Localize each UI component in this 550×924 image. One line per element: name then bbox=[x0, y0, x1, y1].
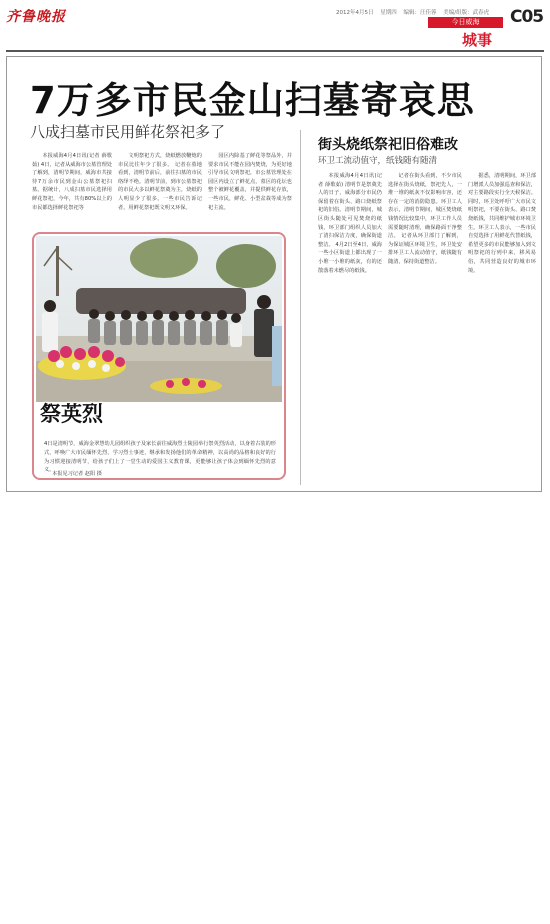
issue-editor: 编辑：汪佳蓉 bbox=[403, 10, 437, 16]
masthead-rule bbox=[6, 50, 544, 52]
story2-subheadline: 环卫工流动值守，纸钱随有随清 bbox=[318, 156, 438, 166]
story1-column-2 bbox=[118, 152, 202, 228]
section-tag: 今日威海 bbox=[428, 17, 503, 28]
column-divider bbox=[300, 130, 301, 485]
issue-meta bbox=[336, 8, 494, 16]
ceremony-photo bbox=[36, 236, 282, 402]
subheadline: 八成扫墓市民用鲜花祭祀多了 bbox=[30, 123, 226, 141]
photo-credit: 本报见习记者 赵阳 摄 bbox=[52, 471, 102, 477]
story2-column-1 bbox=[318, 172, 382, 404]
story1-text-2: 文明祭祀方式，烧纸燃放鞭炮的市民比往年少了很多。 记者在墓地看到，清明节前后，前往扫墓的市民络绎不绝。清明节前，到市公墓祭祀的市民大多以鲜花祭奠为主，烧纸的人明显少了很多。一些市民告诉记者，用鲜花祭祀既文明又环保。 bbox=[118, 153, 202, 211]
story1-text-3: 园区内除基了鲜花等祭品外，并要求市民不能在园内焚烧，为更好地引导市民文明祭祀，市公墓管理处在园区内设立了鲜花点，墓区的花坛也整个被鲜花覆盖，并提供鲜花存放，一些市民，鲜花、小型盆栽等成为祭祀主流。 bbox=[208, 153, 292, 211]
ceremony-photo-illustration bbox=[36, 236, 282, 402]
story2-text-1: 本报威海4月4日讯(记者 薛歌茹) 清明节是祭奠先人的日子，威海部分市民仍保留着在街头、路口烧纸祭祀的旧俗。清明节期间，城区街头随处可见焚烧的纸钱，环卫部门组织人员加大了清扫保洁力度，确保街道整洁。 4月2日至4日，威海一些小区街道上都出现了一小堆一小堆的纸灰，有的还散落着未燃尽的纸钱。 bbox=[318, 173, 382, 274]
issue-weekday: 星期四 bbox=[380, 10, 397, 16]
issue-date: 2012年4月5日 bbox=[336, 10, 374, 16]
newspaper-logo: 齐鲁晚报 bbox=[6, 9, 66, 25]
masthead bbox=[0, 0, 550, 50]
story2-column-3 bbox=[468, 172, 536, 404]
headline: 7万多市民金山扫墓寄哀思 bbox=[30, 79, 475, 122]
photo-caption: 4日是清明节，威海金翠慧幼儿园组织孩子及家长前往威海烈士陵园举行祭英烈活动，以身着古装的形式，呼唤广大市民缅怀先烈，学习烈士事迹，继承和发扬他们的革命精神，以高尚的品格和良好的行为习惯迎接清明节，给孩子们上了一堂生动的爱国主义教育课，更能够让孩子体会到缅怀先烈的意义。 bbox=[44, 441, 276, 474]
story2-headline: 街头烧纸祭祀旧俗难改 bbox=[318, 137, 458, 153]
section-name: 城事 bbox=[462, 31, 493, 49]
photo-feature bbox=[32, 232, 286, 480]
story2-text-2: 记者在街头看到，不少市民选择在街头烧纸，祭祀先人，一堆一堆的纸灰不仅影响市容，还存在一定的消防隐患。环卫工人表示，清明节期间，城区焚烧纸钱情况比较集中，环卫工作人员需要随时清理，确保路面干净整洁。 记者从环卫部门了解到，为保证城区环境卫生，环卫处安排环卫工人流动值守，纸钱随有随清，保持街道整洁。 bbox=[388, 173, 462, 265]
story2-column-2 bbox=[388, 172, 462, 404]
story1-text-1: 本报威海4月4日讯(记者 薛歌茹) 4日，记者从威海市公墓管理处了解到，清明节期间，威海市共接待7万余市民到金山公墓祭祀扫墓。据统计，八成扫墓市民选择用鲜花祭祀，今年，共有80%以上的市民都选择鲜花祭祀等 bbox=[32, 153, 112, 211]
story2-text-3: 据悉，清明期间，环卫部门增派人员加强巡查和保洁，对主要路段实行全天候保洁。同时，环卫处呼吁广大市民文明祭祀，不要在街头、路口焚烧纸钱，共同维护城市环境卫生。环卫工人表示，一些市民自觉选择了用鲜花代替纸钱，希望更多的市民能够加入到文明祭祀的行列中来，移风易俗，共同营造良好的城市环境。 bbox=[468, 173, 536, 274]
issue-design: 美编/组版：武春虎 bbox=[443, 10, 490, 16]
story1-column-1 bbox=[32, 152, 112, 228]
story1-column-3 bbox=[208, 152, 292, 228]
page-number: C05 bbox=[510, 7, 544, 27]
photo-title: 祭英烈 bbox=[40, 402, 103, 426]
